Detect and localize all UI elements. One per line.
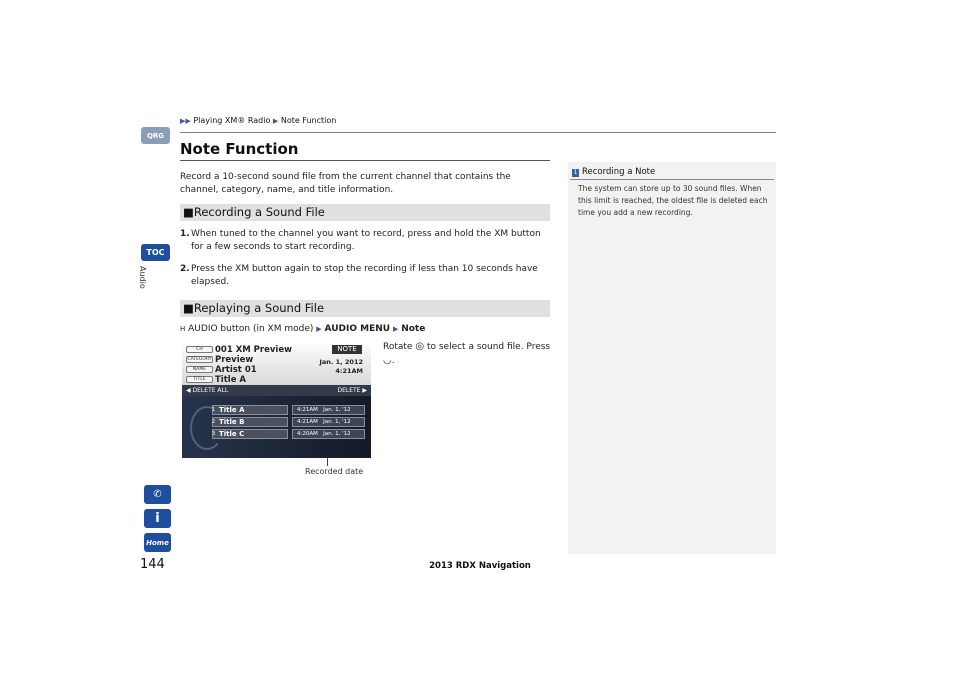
path-arrow-icon: ▶ bbox=[316, 325, 322, 333]
step-2 bbox=[180, 263, 550, 289]
nav-screen bbox=[182, 341, 371, 458]
path-step: AUDIO button (in XM mode) bbox=[188, 324, 314, 334]
row-time: 4:20AM bbox=[297, 431, 318, 437]
step-text: Press the XM button again to stop the recording if less than 10 seconds have elapsed. bbox=[191, 264, 538, 287]
screen-header bbox=[182, 341, 371, 385]
list-item[interactable] bbox=[212, 417, 288, 427]
list-item-title: Title A bbox=[219, 406, 245, 414]
note-panel bbox=[568, 162, 776, 554]
instruction-part: Rotate bbox=[383, 342, 413, 352]
row-date: Jan. 1, '12 bbox=[323, 431, 351, 437]
breadcrumb-item[interactable]: Playing XM® Radio bbox=[193, 116, 271, 125]
press-knob-icon: ◡ bbox=[383, 355, 392, 366]
voice-icon[interactable]: ✆ bbox=[144, 485, 171, 504]
delete-bar bbox=[182, 385, 371, 396]
title-rule bbox=[180, 160, 550, 161]
section-heading: ■Replaying a Sound File bbox=[180, 300, 550, 317]
path-step: Note bbox=[401, 324, 426, 334]
section-label: Audio bbox=[138, 266, 147, 289]
note-title bbox=[572, 167, 655, 177]
home-icon[interactable]: Home bbox=[144, 533, 171, 552]
title-text: Title A bbox=[215, 375, 246, 385]
note-list bbox=[182, 396, 371, 458]
row-date: Jan. 1, '12 bbox=[323, 407, 351, 413]
delete-button[interactable]: DELETE ▶ bbox=[337, 387, 367, 394]
row-time: 4:21AM bbox=[297, 407, 318, 413]
rotate-knob-icon: ◎ bbox=[415, 341, 425, 352]
instruction-part: . bbox=[391, 356, 395, 366]
list-item[interactable] bbox=[212, 405, 288, 415]
instruction-part: to select a sound file. Press bbox=[426, 342, 551, 352]
section-heading: ■Recording a Sound File bbox=[180, 204, 550, 221]
note-title-text: Recording a Note bbox=[582, 167, 656, 177]
breadcrumb-item[interactable]: Note Function bbox=[280, 116, 337, 125]
delete-all-button[interactable]: ◀ DELETE ALL bbox=[186, 387, 229, 394]
breadcrumb-arrow-icon: ▶ bbox=[272, 117, 279, 125]
row-number: 1 bbox=[212, 407, 216, 413]
note-number: 1 bbox=[573, 169, 578, 176]
qrg-tab[interactable]: QRG bbox=[141, 127, 170, 144]
path-step: AUDIO MENU bbox=[324, 324, 391, 334]
toc-tab[interactable]: TOC bbox=[141, 244, 170, 261]
note-body: The system can store up to 30 sound files. When this limit is reached, the oldest file is deleted each time you add a new recording. bbox=[578, 184, 768, 217]
step-number: 1. bbox=[180, 229, 190, 239]
step-1 bbox=[180, 228, 550, 254]
date-cell bbox=[292, 417, 365, 427]
date-cell bbox=[292, 405, 365, 415]
channel-text: 001 XM Preview bbox=[215, 345, 292, 355]
instruction-text bbox=[383, 340, 553, 368]
menu-path bbox=[180, 323, 425, 336]
list-item-title: Title C bbox=[219, 430, 245, 438]
row-time: 4:21AM bbox=[297, 419, 318, 425]
path-arrow-icon: ▶ bbox=[392, 325, 399, 333]
channel-chip: CH bbox=[186, 346, 213, 353]
category-chip: CATEGORY bbox=[187, 357, 212, 362]
category-text: Preview bbox=[215, 355, 254, 365]
date-cell bbox=[292, 429, 365, 439]
step-number: 2. bbox=[180, 264, 190, 274]
breadcrumb bbox=[180, 116, 336, 125]
note-rule bbox=[570, 179, 774, 180]
home-path-icon: H bbox=[180, 325, 186, 333]
intro-text: Record a 10-second sound file from the current channel that contains the channel, category, name, and title information. bbox=[180, 172, 511, 195]
note-badge: NOTE bbox=[332, 345, 362, 354]
page-title: Note Function bbox=[180, 140, 299, 158]
page-number: 144 bbox=[140, 557, 165, 572]
breadcrumb-arrow-icon: ▶▶ bbox=[180, 117, 191, 125]
info-icon[interactable]: i bbox=[144, 509, 171, 528]
title-chip: TITLE bbox=[186, 376, 213, 383]
row-number: 2 bbox=[212, 419, 216, 425]
step-text: When tuned to the channel you want to record, press and hold the XM button for a few seconds to start recording. bbox=[191, 229, 541, 252]
row-date: Jan. 1, '12 bbox=[323, 419, 351, 425]
callout-line bbox=[327, 458, 328, 466]
name-chip: NAME bbox=[186, 366, 213, 373]
list-item-title: Title B bbox=[219, 418, 245, 426]
footer-title: 2013 RDX Navigation bbox=[429, 561, 531, 571]
row-number: 3 bbox=[212, 431, 216, 437]
list-item[interactable] bbox=[212, 429, 288, 439]
screen-time: 4:21AM bbox=[335, 367, 363, 375]
header-rule bbox=[180, 132, 776, 133]
screen-date: Jan. 1, 2012 bbox=[319, 358, 363, 366]
callout-label: Recorded date bbox=[305, 467, 364, 476]
name-text: Artist 01 bbox=[215, 365, 257, 375]
